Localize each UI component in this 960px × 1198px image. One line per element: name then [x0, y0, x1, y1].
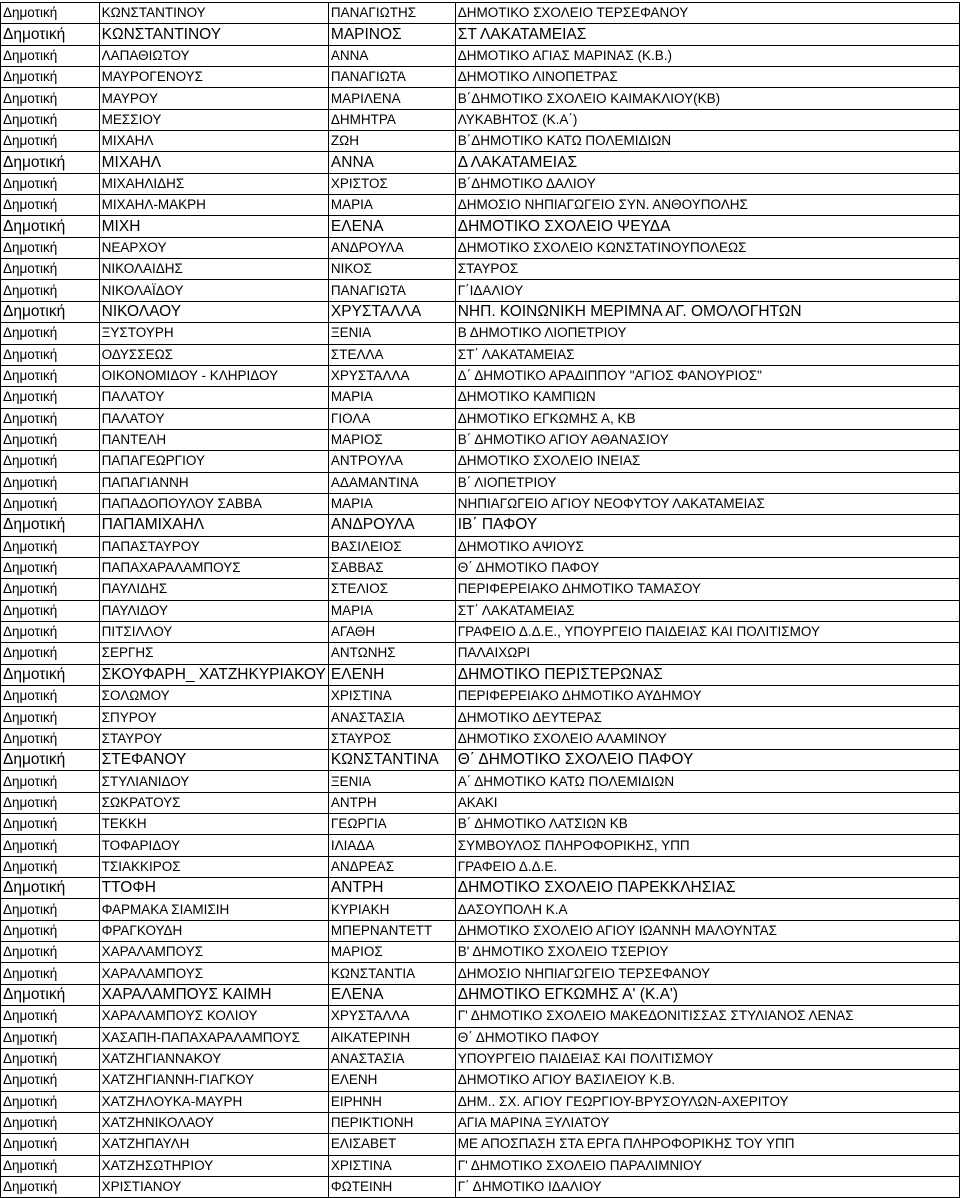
cell-school: ΣΤΑΥΡΟΣ [455, 259, 959, 280]
table-row [1, 387, 960, 408]
cell-first-name: ΔΗΜΗΤΡΑ [328, 109, 455, 130]
cell-first-name: ΜΑΡΙΝΟΣ [328, 24, 455, 45]
cell-first-name: ΚΩΝΣΤΑΝΤΙΝΑ [328, 750, 455, 771]
cell-surname: ΞΥΣΤΟΥΡΗ [99, 323, 328, 344]
table-row [1, 1006, 960, 1027]
cell-surname: ΛΑΠΑΘΙΩΤΟΥ [99, 45, 328, 66]
cell-school: Β' ΔΗΜΟΤΙΚΟ ΣΧΟΛΕΙΟ ΤΣΕΡΙΟΥ [455, 942, 959, 963]
table-row [1, 728, 960, 749]
cell-school: ΜΕ ΑΠΟΣΠΑΣΗ ΣΤΑ ΕΡΓΑ ΠΛΗΡΟΦΟΡΙΚΗΣ ΤΟΥ ΥΠΠ [455, 1134, 959, 1155]
cell-first-name: ΕΛΕΝΗ [328, 664, 455, 685]
cell-first-name: ΑΝΝΑ [328, 152, 455, 173]
cell-surname: ΣΠΥΡΟΥ [99, 707, 328, 728]
table-row [1, 814, 960, 835]
cell-surname: ΚΩΝΣΤΑΝΤΙΝΟΥ [99, 3, 328, 24]
cell-surname: ΣΟΛΩΜΟΥ [99, 686, 328, 707]
cell-first-name: ΓΕΩΡΓΙΑ [328, 814, 455, 835]
cell-first-name: ΜΠΕΡΝΑΝΤΕΤΤ [328, 920, 455, 941]
cell-surname: ΠΑΠΑΓΙΑΝΝΗ [99, 472, 328, 493]
cell-first-name: ΑΝΑΣΤΑΣΙΑ [328, 1048, 455, 1069]
cell-school: Δ ΛΑΚΑΤΑΜΕΙΑΣ [455, 152, 959, 173]
table-row [1, 1155, 960, 1176]
cell-first-name: ΞΕΝΙΑ [328, 323, 455, 344]
table-row [1, 621, 960, 642]
table-row [1, 664, 960, 685]
cell-surname: ΝΕΑΡΧΟΥ [99, 237, 328, 258]
table-row [1, 579, 960, 600]
table-row [1, 173, 960, 194]
cell-surname: ΤΤΟΦΗ [99, 878, 328, 899]
table-row [1, 408, 960, 429]
cell-education-level: Δημοτική [1, 1027, 100, 1048]
cell-school: ΙΒ΄ ΠΑΦΟΥ [455, 515, 959, 536]
cell-first-name: ΧΡΙΣΤΙΝΑ [328, 1155, 455, 1176]
table-row [1, 280, 960, 301]
cell-surname: ΜΑΥΡΟΓΕΝΟΥΣ [99, 67, 328, 88]
cell-education-level: Δημοτική [1, 942, 100, 963]
cell-first-name: ΠΕΡΙΚΤΙΟΝΗ [328, 1112, 455, 1133]
table-row [1, 344, 960, 365]
cell-school: ΠΕΡΙΦΕΡΕΙΑΚΟ ΔΗΜΟΤΙΚΟ ΤΑΜΑΣΟΥ [455, 579, 959, 600]
cell-first-name: ΠΑΝΑΓΙΩΤΑ [328, 280, 455, 301]
cell-school: ΔΗΜΟΤΙΚΟ ΣΧΟΛΕΙΟ ΨΕΥΔΑ [455, 216, 959, 237]
cell-school: Β΄ΔΗΜΟΤΙΚΟ ΔΑΛΙΟΥ [455, 173, 959, 194]
cell-education-level: Δημοτική [1, 878, 100, 899]
cell-education-level: Δημοτική [1, 365, 100, 386]
cell-first-name: ΕΛΕΝΗ [328, 1070, 455, 1091]
cell-school: ΝΗΠΙΑΓΩΓΕΙΟ ΑΓΙΟΥ ΝΕΟΦΥΤΟΥ ΛΑΚΑΤΑΜΕΙΑΣ [455, 493, 959, 514]
cell-education-level: Δημοτική [1, 600, 100, 621]
cell-education-level: Δημοτική [1, 493, 100, 514]
cell-surname: ΜΕΣΣΙΟΥ [99, 109, 328, 130]
cell-school: ΔΗΜΟΤΙΚΟ ΕΓΚΩΜΗΣ Α, ΚΒ [455, 408, 959, 429]
cell-education-level: Δημοτική [1, 237, 100, 258]
cell-surname: ΧΑΤΖΗΛΟΥΚΑ-ΜΑΥΡΗ [99, 1091, 328, 1112]
table-row [1, 88, 960, 109]
cell-surname: ΧΑΤΖΗΓΙΑΝΝΑΚΟΥ [99, 1048, 328, 1069]
cell-first-name: ΣΤΑΥΡΟΣ [328, 728, 455, 749]
cell-education-level: Δημοτική [1, 429, 100, 450]
cell-surname: ΜΙΧΑΗΛ-ΜΑΚΡΗ [99, 195, 328, 216]
cell-education-level: Δημοτική [1, 1155, 100, 1176]
cell-surname: ΧΡΙΣΤΙΑΝΟΥ [99, 1176, 328, 1197]
cell-surname: ΦΑΡΜΑΚΑ ΣΙΑΜΙΣΙΗ [99, 899, 328, 920]
cell-school: ΔΗΜ.. ΣΧ. ΑΓΙΟΥ ΓΕΩΡΓΙΟΥ-ΒΡΥΣΟΥΛΩΝ-ΑΧΕΡΙΤΟΥ [455, 1091, 959, 1112]
cell-surname: ΟΔΥΣΣΕΩΣ [99, 344, 328, 365]
cell-first-name: ΚΥΡΙΑΚΗ [328, 899, 455, 920]
cell-school: ΔΗΜΟΤΙΚΟ ΛΙΝΟΠΕΤΡΑΣ [455, 67, 959, 88]
cell-surname: ΠΙΤΣΙΛΛΟΥ [99, 621, 328, 642]
cell-first-name: ΜΑΡΙΑ [328, 600, 455, 621]
cell-education-level: Δημοτική [1, 1070, 100, 1091]
cell-school: Γ' ΔΗΜΟΤΙΚΟ ΣΧΟΛΕΙΟ ΠΑΡΑΛΙΜΝΙΟΥ [455, 1155, 959, 1176]
table-row [1, 1027, 960, 1048]
cell-school: ΓΡΑΦΕΙΟ Δ.Δ.Ε. [455, 856, 959, 877]
cell-first-name: ΑΓΑΘΗ [328, 621, 455, 642]
cell-education-level: Δημοτική [1, 963, 100, 984]
cell-school: Β ΔΗΜΟΤΙΚΟ ΛΙΟΠΕΤΡΙΟΥ [455, 323, 959, 344]
cell-first-name: ΣΤΕΛΛΑ [328, 344, 455, 365]
cell-first-name: ΠΑΝΑΓΙΩΤΑ [328, 67, 455, 88]
cell-first-name: ΑΝΝΑ [328, 45, 455, 66]
cell-first-name: ΓΙΟΛΑ [328, 408, 455, 429]
table-row [1, 131, 960, 152]
table-row [1, 686, 960, 707]
cell-school: ΔΗΜΟΤΙΚΟ ΣΧΟΛΕΙΟ ΑΛΑΜΙΝΟΥ [455, 728, 959, 749]
table-row [1, 152, 960, 173]
table-row [1, 792, 960, 813]
cell-education-level: Δημοτική [1, 1006, 100, 1027]
cell-school: Α΄ ΔΗΜΟΤΙΚΟ ΚΑΤΩ ΠΟΛΕΜΙΔΙΩΝ [455, 771, 959, 792]
cell-school: ΥΠΟΥΡΓΕΙΟ ΠΑΙΔΕΙΑΣ ΚΑΙ ΠΟΛΙΤΙΣΜΟΥ [455, 1048, 959, 1069]
table-row [1, 771, 960, 792]
cell-first-name: ΣΑΒΒΑΣ [328, 557, 455, 578]
cell-first-name: ΖΩΗ [328, 131, 455, 152]
cell-education-level: Δημοτική [1, 109, 100, 130]
cell-surname: ΧΑΤΖΗΠΑΥΛΗ [99, 1134, 328, 1155]
cell-school: ΝΗΠ. ΚΟΙΝΩΝΙΚΗ ΜΕΡΙΜΝΑ ΑΓ. ΟΜΟΛΟΓΗΤΩΝ [455, 301, 959, 322]
cell-school: Β΄ ΔΗΜΟΤΙΚΟ ΑΓΙΟΥ ΑΘΑΝΑΣΙΟΥ [455, 429, 959, 450]
cell-school: ΑΓΙΑ ΜΑΡΙΝΑ ΞΥΛΙΑΤΟΥ [455, 1112, 959, 1133]
cell-first-name: ΕΙΡΗΝΗ [328, 1091, 455, 1112]
cell-school: ΔΗΜΟΤΙΚΟ ΣΧΟΛΕΙΟ ΙΝΕΙΑΣ [455, 451, 959, 472]
table-row [1, 600, 960, 621]
table-row [1, 3, 960, 24]
cell-first-name: ΧΡΥΣΤΑΛΛΑ [328, 365, 455, 386]
table-row [1, 899, 960, 920]
cell-surname: ΣΕΡΓΗΣ [99, 643, 328, 664]
table-row [1, 195, 960, 216]
table-row [1, 557, 960, 578]
cell-surname: ΜΙΧΑΗΛΙΔΗΣ [99, 173, 328, 194]
cell-surname: ΠΑΥΛΙΔΗΣ [99, 579, 328, 600]
cell-school: ΔΗΜΟΤΙΚΟ ΑΨΙΟΥΣ [455, 536, 959, 557]
cell-surname: ΧΑΡΑΛΑΜΠΟΥΣ [99, 963, 328, 984]
cell-first-name: ΑΝΑΣΤΑΣΙΑ [328, 707, 455, 728]
cell-surname: ΧΑΤΖΗΣΩΤΗΡΙΟΥ [99, 1155, 328, 1176]
cell-school: ΔΑΣΟΥΠΟΛΗ Κ.Α [455, 899, 959, 920]
cell-school: ΔΗΜΟΤΙΚΟ ΠΕΡΙΣΤΕΡΩΝΑΣ [455, 664, 959, 685]
cell-education-level: Δημοτική [1, 771, 100, 792]
cell-education-level: Δημοτική [1, 3, 100, 24]
cell-school: ΔΗΜΟΤΙΚΟ ΣΧΟΛΕΙΟ ΑΓΙΟΥ ΙΩΑΝΝΗ ΜΑΛΟΥΝΤΑΣ [455, 920, 959, 941]
cell-school: ΣΤ΄ ΛΑΚΑΤΑΜΕΙΑΣ [455, 600, 959, 621]
cell-education-level: Δημοτική [1, 1048, 100, 1069]
cell-education-level: Δημοτική [1, 728, 100, 749]
cell-school: ΑΚΑΚΙ [455, 792, 959, 813]
cell-school: Θ΄ ΔΗΜΟΤΙΚΟ ΠΑΦΟΥ [455, 557, 959, 578]
cell-school: Θ΄ ΔΗΜΟΤΙΚΟ ΠΑΦΟΥ [455, 1027, 959, 1048]
cell-surname: ΠΑΠΑΜΙΧΑΗΛ [99, 515, 328, 536]
cell-education-level: Δημοτική [1, 323, 100, 344]
cell-first-name: ΜΑΡΙΟΣ [328, 429, 455, 450]
cell-surname: ΣΤΑΥΡΟΥ [99, 728, 328, 749]
cell-first-name: ΠΑΝΑΓΙΩΤΗΣ [328, 3, 455, 24]
cell-surname: ΠΑΠΑΓΕΩΡΓΙΟΥ [99, 451, 328, 472]
cell-first-name: ΑΝΤΡΗ [328, 792, 455, 813]
cell-education-level: Δημοτική [1, 131, 100, 152]
cell-education-level: Δημοτική [1, 451, 100, 472]
cell-first-name: ΑΝΤΡΗ [328, 878, 455, 899]
cell-surname: ΟΙΚΟΝΟΜΙΔΟΥ - ΚΛΗΡΙΔΟΥ [99, 365, 328, 386]
cell-school: Β΄ΔΗΜΟΤΙΚΟ ΚΑΤΩ ΠΟΛΕΜΙΔΙΩΝ [455, 131, 959, 152]
table-row [1, 429, 960, 450]
cell-education-level: Δημοτική [1, 814, 100, 835]
cell-education-level: Δημοτική [1, 45, 100, 66]
cell-education-level: Δημοτική [1, 152, 100, 173]
cell-surname: ΜΑΥΡΟΥ [99, 88, 328, 109]
cell-surname: ΠΑΛΑΤΟΥ [99, 408, 328, 429]
table-row [1, 1134, 960, 1155]
cell-school: ΓΡΑΦΕΙΟ Δ.Δ.Ε., ΥΠΟΥΡΓΕΙΟ ΠΑΙΔΕΙΑΣ ΚΑΙ ΠΟΛΙΤΙΣΜΟΥ [455, 621, 959, 642]
cell-surname: ΤΣΙΑΚΚΙΡΟΣ [99, 856, 328, 877]
cell-surname: ΧΑΡΑΛΑΜΠΟΥΣ ΚΟΛΙΟΥ [99, 1006, 328, 1027]
cell-school: ΔΗΜΟΤΙΚΟ ΣΧΟΛΕΙΟ ΚΩΝΣΤΑΤΙΝΟΥΠΟΛΕΩΣ [455, 237, 959, 258]
cell-school: Δ΄ ΔΗΜΟΤΙΚΟ ΑΡΑΔΙΠΠΟΥ "ΑΓΙΟΣ ΦΑΝΟΥΡΙΟΣ" [455, 365, 959, 386]
table-row [1, 493, 960, 514]
table-row [1, 536, 960, 557]
cell-education-level: Δημοτική [1, 920, 100, 941]
cell-surname: ΜΙΧΗ [99, 216, 328, 237]
cell-education-level: Δημοτική [1, 686, 100, 707]
table-row [1, 259, 960, 280]
cell-school: Γ΄ΙΔΑΛΙΟΥ [455, 280, 959, 301]
cell-surname: ΦΡΑΓΚΟΥΔΗ [99, 920, 328, 941]
cell-education-level: Δημοτική [1, 515, 100, 536]
cell-surname: ΝΙΚΟΛΑΙΔΗΣ [99, 259, 328, 280]
cell-surname: ΣΤΕΦΑΝΟΥ [99, 750, 328, 771]
cell-education-level: Δημοτική [1, 856, 100, 877]
table-row [1, 750, 960, 771]
cell-surname: ΠΑΠΑΔΟΠΟΥΛΟΥ ΣΑΒΒΑ [99, 493, 328, 514]
cell-surname: ΧΑΣΑΠΗ-ΠΑΠΑΧΑΡΑΛΑΜΠΟΥΣ [99, 1027, 328, 1048]
cell-surname: ΠΑΠΑΣΤΑΥΡΟΥ [99, 536, 328, 557]
cell-education-level: Δημοτική [1, 1091, 100, 1112]
cell-education-level: Δημοτική [1, 664, 100, 685]
cell-school: ΔΗΜΟΣΙΟ ΝΗΠΙΑΓΩΓΕΙΟ ΣΥΝ. ΑΝΘΟΥΠΟΛΗΣ [455, 195, 959, 216]
cell-surname: ΤΟΦΑΡΙΔΟΥ [99, 835, 328, 856]
cell-education-level: Δημοτική [1, 1112, 100, 1133]
cell-education-level: Δημοτική [1, 750, 100, 771]
cell-education-level: Δημοτική [1, 301, 100, 322]
cell-first-name: ΧΡΙΣΤΟΣ [328, 173, 455, 194]
cell-surname: ΝΙΚΟΛΑΟΥ [99, 301, 328, 322]
cell-school: ΣΤ΄ ΛΑΚΑΤΑΜΕΙΑΣ [455, 344, 959, 365]
cell-school: ΔΗΜΟΤΙΚΟ ΔΕΥΤΕΡΑΣ [455, 707, 959, 728]
cell-education-level: Δημοτική [1, 579, 100, 600]
cell-school: ΛΥΚΑΒΗΤΟΣ (Κ.Α΄) [455, 109, 959, 130]
table-row [1, 878, 960, 899]
cell-school: ΔΗΜΟΤΙΚΟ ΣΧΟΛΕΙΟ ΤΕΡΣΕΦΑΝΟΥ [455, 3, 959, 24]
table-row [1, 963, 960, 984]
cell-first-name: ΕΛΙΣΑΒΕΤ [328, 1134, 455, 1155]
table-row [1, 515, 960, 536]
cell-first-name: ΑΙΚΑΤΕΡΙΝΗ [328, 1027, 455, 1048]
table-row [1, 835, 960, 856]
cell-first-name: ΞΕΝΙΑ [328, 771, 455, 792]
cell-education-level: Δημοτική [1, 344, 100, 365]
cell-first-name: ΚΩΝΣΤΑΝΤΙΑ [328, 963, 455, 984]
cell-surname: ΣΚΟΥΦΑΡΗ_ ΧΑΤΖΗΚΥΡΙΑΚΟΥ [99, 664, 328, 685]
cell-school: ΔΗΜΟΣΙΟ ΝΗΠΙΑΓΩΓΕΙΟ ΤΕΡΣΕΦΑΝΟΥ [455, 963, 959, 984]
table-row [1, 643, 960, 664]
table-row [1, 984, 960, 1005]
cell-education-level: Δημοτική [1, 280, 100, 301]
cell-education-level: Δημοτική [1, 67, 100, 88]
cell-first-name: ΜΑΡΙΛΕΝΑ [328, 88, 455, 109]
table-row [1, 1091, 960, 1112]
cell-school: Γ' ΔΗΜΟΤΙΚΟ ΣΧΟΛΕΙΟ ΜΑΚΕΔΟΝΙΤΙΣΣΑΣ ΣΤΥΛΙΑΝΟΣ ΛΕΝΑΣ [455, 1006, 959, 1027]
table-row [1, 45, 960, 66]
table-body [1, 3, 960, 1198]
table-row [1, 451, 960, 472]
cell-education-level: Δημοτική [1, 387, 100, 408]
table-row [1, 856, 960, 877]
cell-first-name: ΑΝΔΡΟΥΛΑ [328, 237, 455, 258]
spreadsheet-table [0, 2, 960, 1198]
table-row [1, 1176, 960, 1197]
table-row [1, 365, 960, 386]
table-row [1, 920, 960, 941]
cell-education-level: Δημοτική [1, 1176, 100, 1197]
cell-first-name: ΑΝΔΡΟΥΛΑ [328, 515, 455, 536]
table-row [1, 1070, 960, 1091]
table-row [1, 24, 960, 45]
cell-first-name: ΜΑΡΙΑ [328, 195, 455, 216]
cell-surname: ΧΑΤΖΗΓΙΑΝΝΗ-ΓΙΑΓΚΟΥ [99, 1070, 328, 1091]
cell-first-name: ΧΡΥΣΤΑΛΛΑ [328, 1006, 455, 1027]
cell-first-name: ΧΡΙΣΤΙΝΑ [328, 686, 455, 707]
cell-school: ΣΤ ΛΑΚΑΤΑΜΕΙΑΣ [455, 24, 959, 45]
cell-education-level: Δημοτική [1, 259, 100, 280]
cell-education-level: Δημοτική [1, 408, 100, 429]
cell-first-name: ΜΑΡΙΑ [328, 493, 455, 514]
cell-first-name: ΑΝΔΡΕΑΣ [328, 856, 455, 877]
cell-school: ΣΥΜΒΟΥΛΟΣ ΠΛΗΡΟΦΟΡΙΚΗΣ, ΥΠΠ [455, 835, 959, 856]
cell-surname: ΠΑΝΤΕΛΗ [99, 429, 328, 450]
cell-first-name: ΒΑΣΙΛΕΙΟΣ [328, 536, 455, 557]
cell-school: ΠΕΡΙΦΕΡΕΙΑΚΟ ΔΗΜΟΤΙΚΟ ΑΥΔΗΜΟΥ [455, 686, 959, 707]
cell-education-level: Δημοτική [1, 173, 100, 194]
cell-school: ΔΗΜΟΤΙΚΟ ΕΓΚΩΜΗΣ Α' (Κ.Α') [455, 984, 959, 1005]
cell-first-name: ΦΩΤΕΙΝΗ [328, 1176, 455, 1197]
cell-education-level: Δημοτική [1, 536, 100, 557]
cell-school: ΔΗΜΟΤΙΚΟ ΑΓΙΟΥ ΒΑΣΙΛΕΙΟΥ Κ.Β. [455, 1070, 959, 1091]
cell-first-name: ΧΡΥΣΤΑΛΛΑ [328, 301, 455, 322]
cell-education-level: Δημοτική [1, 195, 100, 216]
cell-school: Θ΄ ΔΗΜΟΤΙΚΟ ΣΧΟΛΕΙΟ ΠΑΦΟΥ [455, 750, 959, 771]
cell-first-name: ΕΛΕΝΑ [328, 984, 455, 1005]
table-row [1, 67, 960, 88]
cell-first-name: ΝΙΚΟΣ [328, 259, 455, 280]
cell-first-name: ΣΤΕΛΙΟΣ [328, 579, 455, 600]
cell-surname: ΣΩΚΡΑΤΟΥΣ [99, 792, 328, 813]
cell-surname: ΤΕΚΚΗ [99, 814, 328, 835]
cell-surname: ΜΙΧΑΗΛ [99, 131, 328, 152]
table-row [1, 109, 960, 130]
cell-first-name: ΑΔΑΜΑΝΤΙΝΑ [328, 472, 455, 493]
cell-school: Β΄ΔΗΜΟΤΙΚΟ ΣΧΟΛΕΙΟ ΚΑΙΜΑΚΛΙΟΥ(ΚΒ) [455, 88, 959, 109]
table-row [1, 237, 960, 258]
cell-education-level: Δημοτική [1, 24, 100, 45]
cell-education-level: Δημοτική [1, 88, 100, 109]
cell-first-name: ΑΝΤΩΝΗΣ [328, 643, 455, 664]
table-row [1, 323, 960, 344]
table-row [1, 707, 960, 728]
cell-school: ΔΗΜΟΤΙΚΟ ΑΓΙΑΣ ΜΑΡΙΝΑΣ (Κ.Β.) [455, 45, 959, 66]
table-row [1, 301, 960, 322]
cell-surname: ΠΑΠΑΧΑΡΑΛΑΜΠΟΥΣ [99, 557, 328, 578]
cell-surname: ΧΑΤΖΗΝΙΚΟΛΑΟΥ [99, 1112, 328, 1133]
cell-surname: ΜΙΧΑΗΛ [99, 152, 328, 173]
cell-education-level: Δημοτική [1, 899, 100, 920]
cell-education-level: Δημοτική [1, 984, 100, 1005]
table-row [1, 942, 960, 963]
table-row [1, 1112, 960, 1133]
cell-education-level: Δημοτική [1, 1134, 100, 1155]
cell-education-level: Δημοτική [1, 621, 100, 642]
cell-first-name: ΜΑΡΙΑ [328, 387, 455, 408]
cell-school: ΔΗΜΟΤΙΚΟ ΣΧΟΛΕΙΟ ΠΑΡΕΚΚΛΗΣΙΑΣ [455, 878, 959, 899]
cell-education-level: Δημοτική [1, 792, 100, 813]
cell-education-level: Δημοτική [1, 216, 100, 237]
cell-education-level: Δημοτική [1, 557, 100, 578]
cell-education-level: Δημοτική [1, 835, 100, 856]
table-row [1, 1048, 960, 1069]
cell-surname: ΠΑΛΑΤΟΥ [99, 387, 328, 408]
cell-first-name: ΑΝΤΡΟΥΛΑ [328, 451, 455, 472]
cell-first-name: ΙΛΙΑΔΑ [328, 835, 455, 856]
cell-first-name: ΜΑΡΙΟΣ [328, 942, 455, 963]
cell-education-level: Δημοτική [1, 643, 100, 664]
table-row [1, 472, 960, 493]
cell-surname: ΧΑΡΑΛΑΜΠΟΥΣ ΚΑΙΜΗ [99, 984, 328, 1005]
cell-surname: ΠΑΥΛΙΔΟΥ [99, 600, 328, 621]
cell-surname: ΚΩΝΣΤΑΝΤΙΝΟΥ [99, 24, 328, 45]
cell-first-name: ΕΛΕΝΑ [328, 216, 455, 237]
cell-school: Β΄ ΔΗΜΟΤΙΚΟ ΛΑΤΣΙΩΝ ΚΒ [455, 814, 959, 835]
cell-surname: ΝΙΚΟΛΑΪΔΟΥ [99, 280, 328, 301]
cell-school: ΔΗΜΟΤΙΚΟ ΚΑΜΠΙΩΝ [455, 387, 959, 408]
cell-school: Γ΄ ΔΗΜΟΤΙΚΟ ΙΔΑΛΙΟΥ [455, 1176, 959, 1197]
cell-surname: ΧΑΡΑΛΑΜΠΟΥΣ [99, 942, 328, 963]
cell-education-level: Δημοτική [1, 707, 100, 728]
table-row [1, 216, 960, 237]
cell-education-level: Δημοτική [1, 472, 100, 493]
cell-school: Β΄ ΛΙΟΠΕΤΡΙΟΥ [455, 472, 959, 493]
cell-school: ΠΑΛΑΙΧΩΡΙ [455, 643, 959, 664]
cell-surname: ΣΤΥΛΙΑΝΙΔΟΥ [99, 771, 328, 792]
